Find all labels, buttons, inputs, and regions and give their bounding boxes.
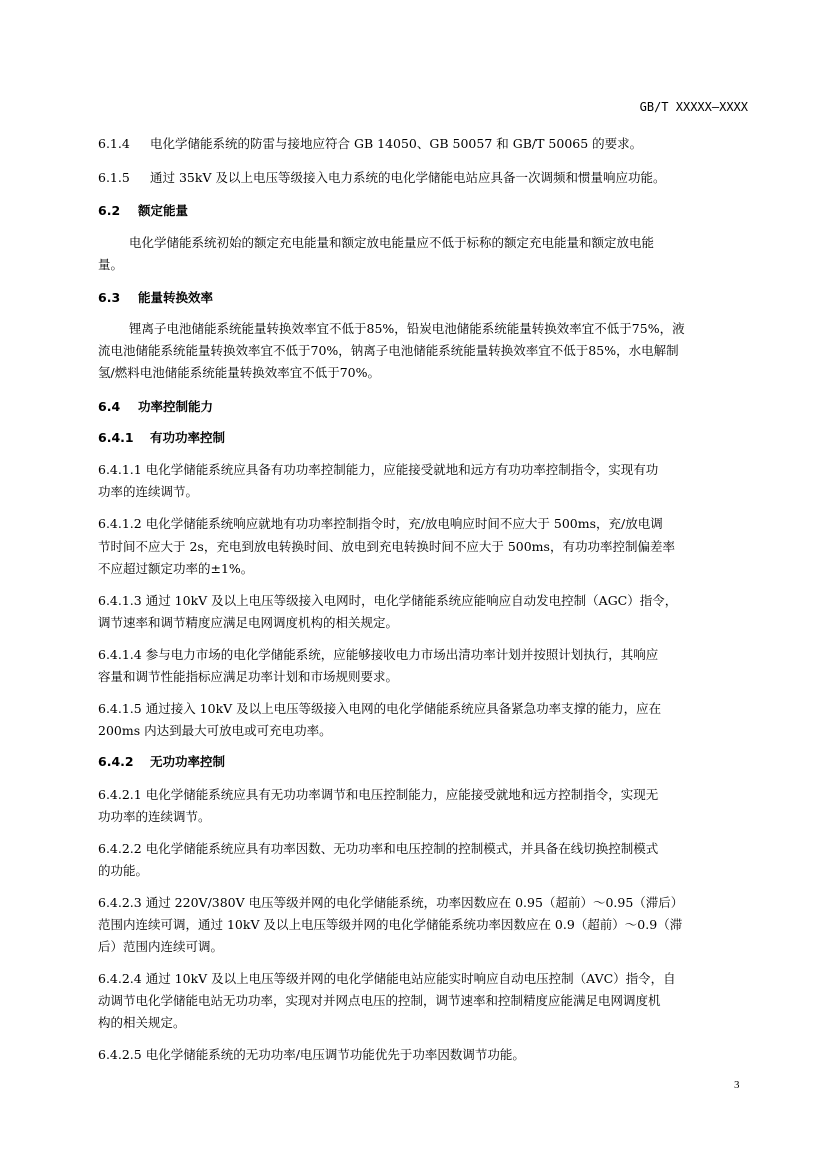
heading-6-2 <box>98 205 188 218</box>
heading-number: 6.2 <box>98 203 121 218</box>
paragraph-line: 6.4.2.1 电化学储能系统应具有无功功率调节和电压控制能力，应能接受就地和远方控制指令，实现无 <box>98 787 659 802</box>
heading-title: 功率控制能力 <box>138 399 214 414</box>
heading-number: 6.4 <box>98 399 121 414</box>
paragraph-line: 节时间不应大于 2s，充电到放电转换时间、放电到充电转换时间不应大于 500ms，有功功率控制偏差率 <box>98 539 675 554</box>
heading-title: 能量转换效率 <box>138 290 214 305</box>
paragraph-line: 6.4.1.5 通过接入 10kV 及以上电压等级接入电网的电化学储能系统应具备紧急功率支撑的能力，应在 <box>98 701 662 716</box>
paragraph-line: 6.4.2.3 通过 220V/380V 电压等级并网的电化学储能系统，功率因数应在 0.95（超前）～0.95（滞后） <box>98 895 684 910</box>
paragraph-line: 6.4.2.4 通过 10kV 及以上电压等级并网的电化学储能电站应能实时响应自动电压控制（AVC）指令，自 <box>98 971 676 986</box>
heading-number: 6.4.2 <box>98 754 134 769</box>
clause-6-1-5 <box>98 172 665 185</box>
heading-6-4-1 <box>98 432 225 445</box>
heading-6-4 <box>98 401 213 414</box>
paragraph-line: 200ms 内达到最大可放电或可充电功率。 <box>98 723 332 738</box>
clause-text: 通过 35kV 及以上电压等级接入电力系统的电化学储能电站应具备一次调频和惯量响应功能。 <box>150 170 666 185</box>
paragraph-line: 容量和调节性能指标应满足功率计划和市场规则要求。 <box>98 669 399 684</box>
paragraph-line: 6.4.1.4 参与电力市场的电化学储能系统，应能够接收电力市场出清功率计划并按照计划执行，其响应 <box>98 647 659 662</box>
paragraph-line: 锂离子电池储能系统能量转换效率宜不低于85%，铅炭电池储能系统能量转换效率宜不低于75%，液 <box>129 321 685 336</box>
paragraph-line: 电化学储能系统初始的额定充电能量和额定放电能量应不低于标称的额定充电能量和额定放电能 <box>129 235 655 250</box>
paragraph-line: 量。 <box>98 257 124 272</box>
heading-title: 额定能量 <box>138 203 189 218</box>
clause-6-1-4 <box>98 138 642 151</box>
paragraph-line: 功率的连续调节。 <box>98 484 199 499</box>
page-number: 3 <box>734 1079 740 1091</box>
heading-number: 6.3 <box>98 290 121 305</box>
paragraph-line: 6.4.2.5 电化学储能系统的无功功率/电压调节功能优先于功率因数调节功能。 <box>98 1047 525 1062</box>
paragraph-line: 功功率的连续调节。 <box>98 809 211 824</box>
heading-number: 6.4.1 <box>98 430 134 445</box>
paragraph-line: 范围内连续可调，通过 10kV 及以上电压等级并网的电化学储能系统功率因数应在 0.9（超前）～0.9（滞 <box>98 917 683 932</box>
paragraph-line: 氢/燃料电池储能系统能量转换效率宜不低于70%。 <box>98 365 380 380</box>
paragraph-line: 构的相关规定。 <box>98 1015 186 1030</box>
paragraph-line: 6.4.1.3 通过 10kV 及以上电压等级接入电网时，电化学储能系统应能响应自动发电控制（AGC）指令， <box>98 593 678 608</box>
heading-title: 无功功率控制 <box>150 754 226 769</box>
paragraph-line: 6.4.2.2 电化学储能系统应具有功率因数、无功功率和电压控制的控制模式，并具备在线切换控制模式 <box>98 841 659 856</box>
clause-number: 6.1.4 <box>98 136 130 151</box>
clause-number: 6.1.5 <box>98 170 130 185</box>
paragraph-line: 流电池储能系统能量转换效率宜不低于70%，钠离子电池储能系统能量转换效率宜不低于85%，水电解制 <box>98 343 679 358</box>
paragraph-line: 6.4.1.1 电化学储能系统应具备有功功率控制能力，应能接受就地和远方有功功率控制指令，实现有功 <box>98 462 659 477</box>
heading-6-4-2 <box>98 756 225 769</box>
paragraph-line: 不应超过额定功率的±1%。 <box>98 561 254 576</box>
heading-title: 有功功率控制 <box>150 430 226 445</box>
paragraph-line: 的功能。 <box>98 863 149 878</box>
heading-6-3 <box>98 292 213 305</box>
paragraph-line: 6.4.1.2 电化学储能系统响应就地有功功率控制指令时，充/放电响应时间不应大于 500ms，充/放电调 <box>98 516 663 531</box>
document-code: GB/T XXXXX—XXXX <box>639 100 748 114</box>
paragraph-line: 调节速率和调节精度应满足电网调度机构的相关规定。 <box>98 615 399 630</box>
paragraph-line: 后）范围内连续可调。 <box>98 939 224 954</box>
paragraph-line: 动调节电化学储能电站无功功率，实现对并网点电压的控制，调节速率和控制精度应能满足电网调度机 <box>98 993 661 1008</box>
clause-text: 电化学储能系统的防雷与接地应符合 GB 14050、GB 50057 和 GB/T 50065 的要求。 <box>150 136 643 151</box>
